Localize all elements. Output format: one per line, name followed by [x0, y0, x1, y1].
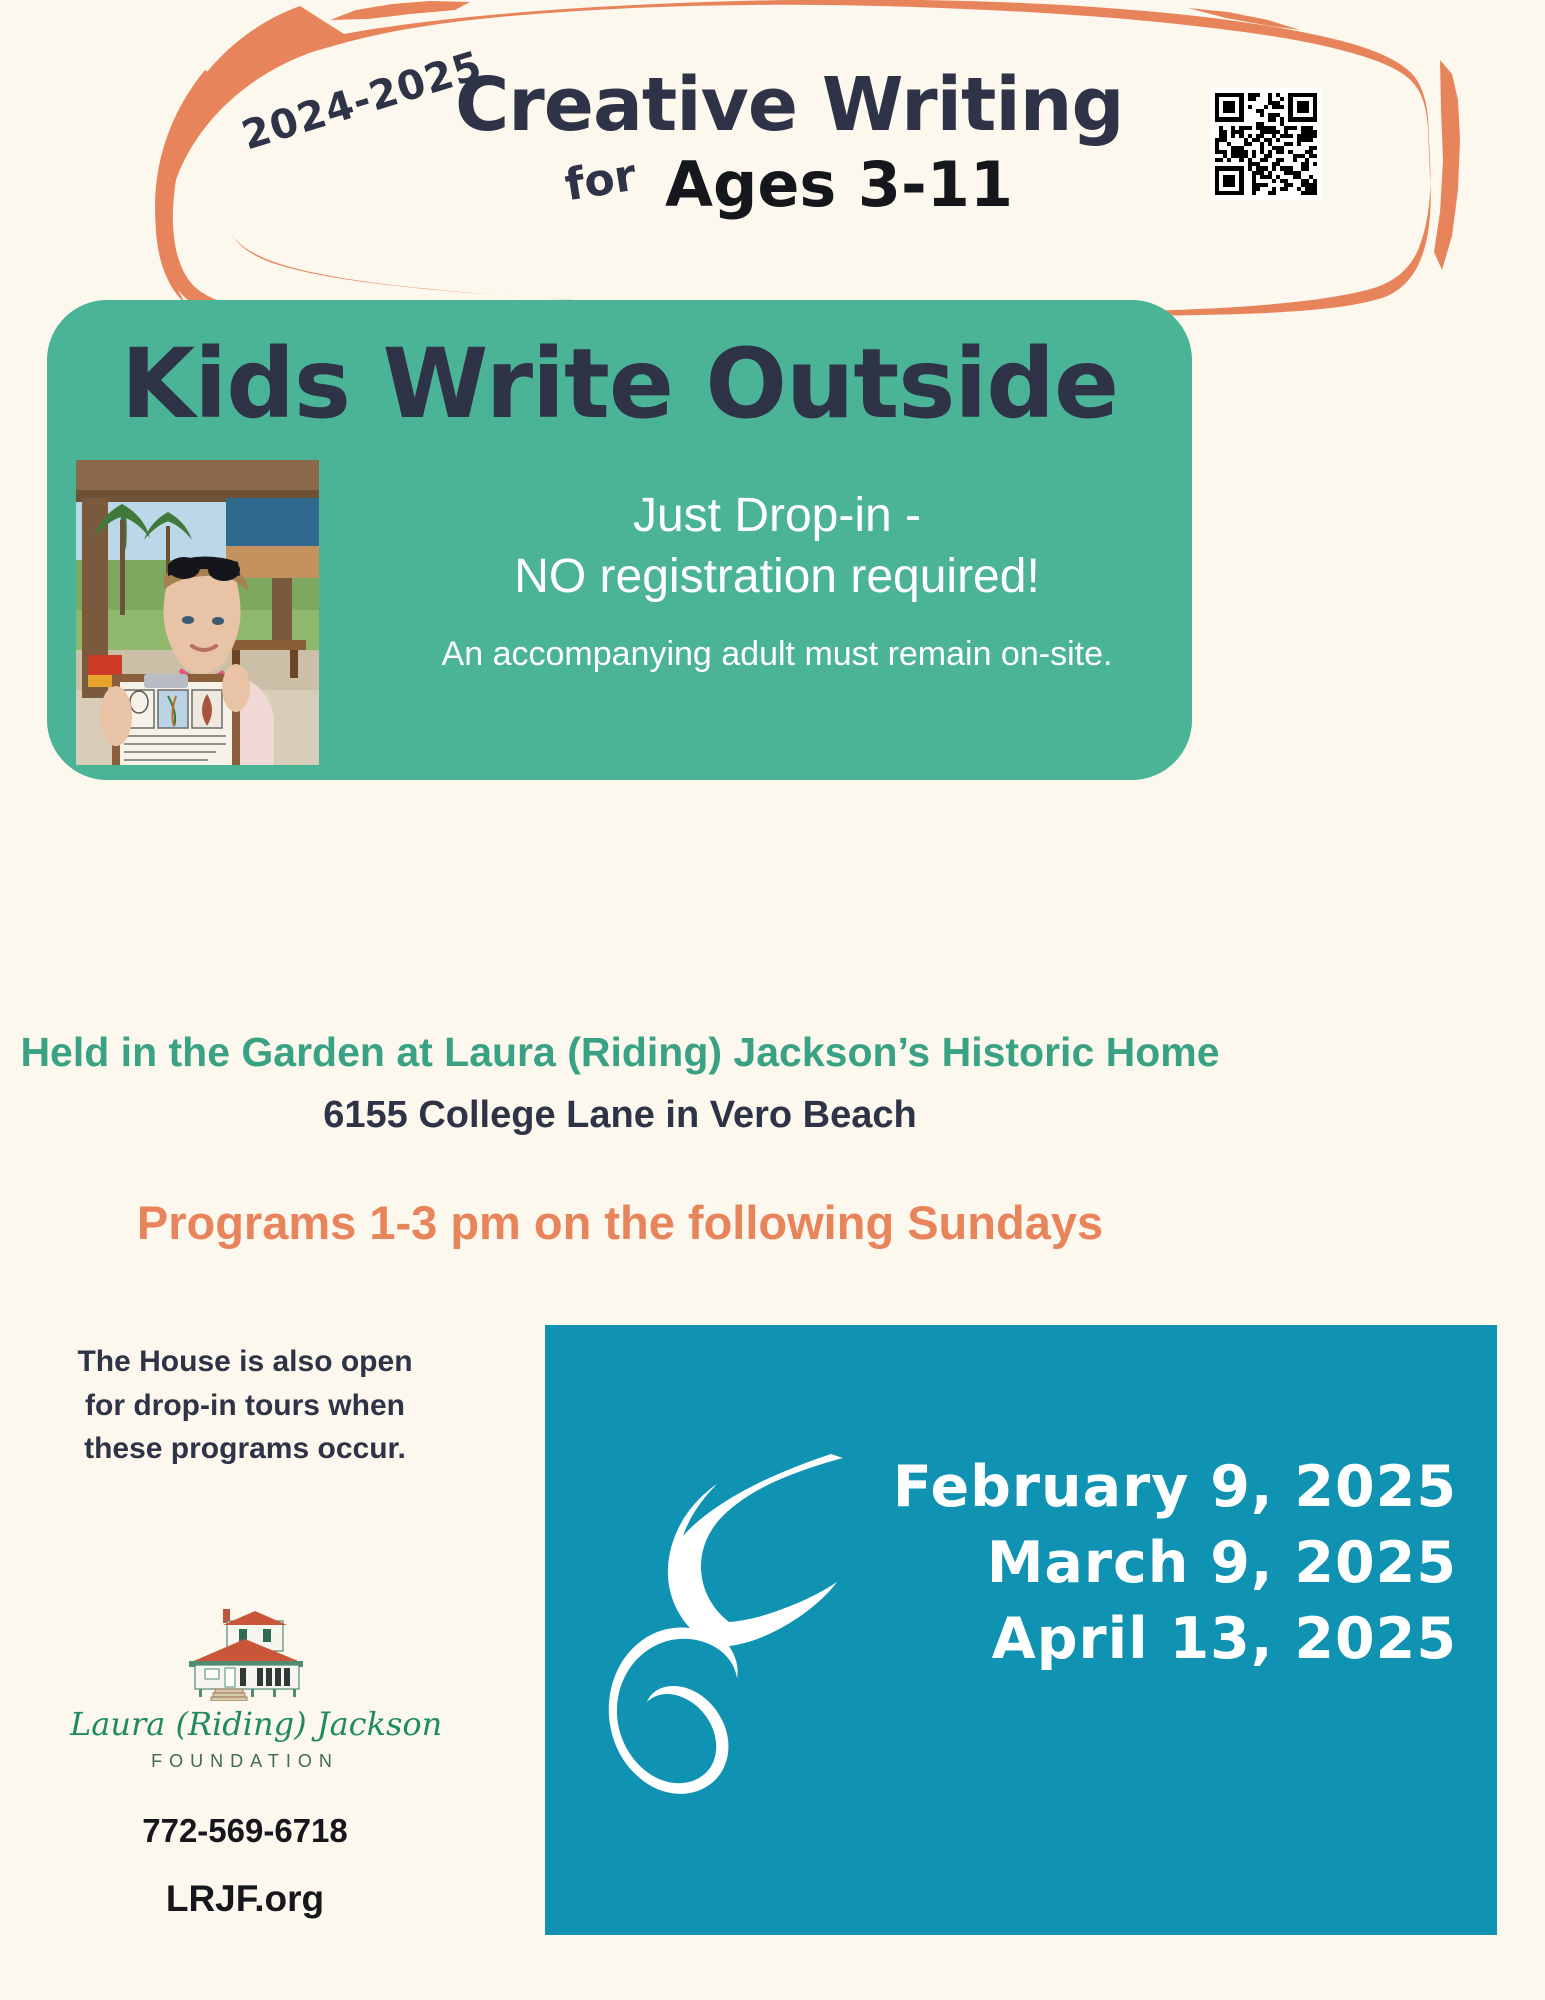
header-banner: [0, 0, 1545, 330]
tours-note: The House is also open for drop-in tours when these programs occur.: [77, 1345, 413, 1465]
phone-number[interactable]: 772-569-6718: [142, 1812, 348, 1849]
dropin-line-1: Just Drop-in -: [632, 489, 922, 542]
foundation-word: FOUNDATION: [151, 1751, 339, 1771]
dates-panel: [545, 1325, 1497, 1935]
flyer-title-age-range: Ages 3-11: [665, 148, 1014, 221]
date-item: March 9, 2025: [986, 1529, 1457, 1596]
curved-arrow-icon: [585, 1430, 865, 1800]
adult-supervision-note: An accompanying adult must remain on-site.: [441, 634, 1113, 673]
program-title: Kids Write Outside: [120, 328, 1119, 440]
website-link[interactable]: LRJF.org: [165, 1878, 325, 1919]
year-range-badge: 2024-2025: [236, 42, 488, 160]
dropin-copy: [377, 485, 1177, 676]
flyer-title-creative-writing: Creative Writing: [455, 62, 1124, 148]
qr-code-icon[interactable]: [1210, 88, 1322, 200]
date-item: February 9, 2025: [892, 1454, 1457, 1520]
historic-house-icon: [165, 1605, 325, 1701]
venue-line: Held in the Garden at Laura (Riding) Jackson’s Historic Home: [20, 1029, 1220, 1075]
foundation-name-script: Laura (Riding) Jackson: [70, 1705, 443, 1743]
date-item: April 13, 2025: [991, 1605, 1457, 1672]
flyer-title-for-word: for: [561, 149, 640, 212]
dropin-line-2: NO registration required!: [514, 550, 1040, 604]
dates-list: [893, 1450, 1457, 1677]
hero-panel: [47, 300, 1192, 780]
foundation-logo[interactable]: [70, 1605, 443, 1772]
schedule-heading: Programs 1-3 pm on the following Sundays: [136, 1196, 1104, 1249]
address-line: 6155 College Lane in Vero Beach: [323, 1094, 917, 1136]
participant-photo: [76, 460, 319, 765]
